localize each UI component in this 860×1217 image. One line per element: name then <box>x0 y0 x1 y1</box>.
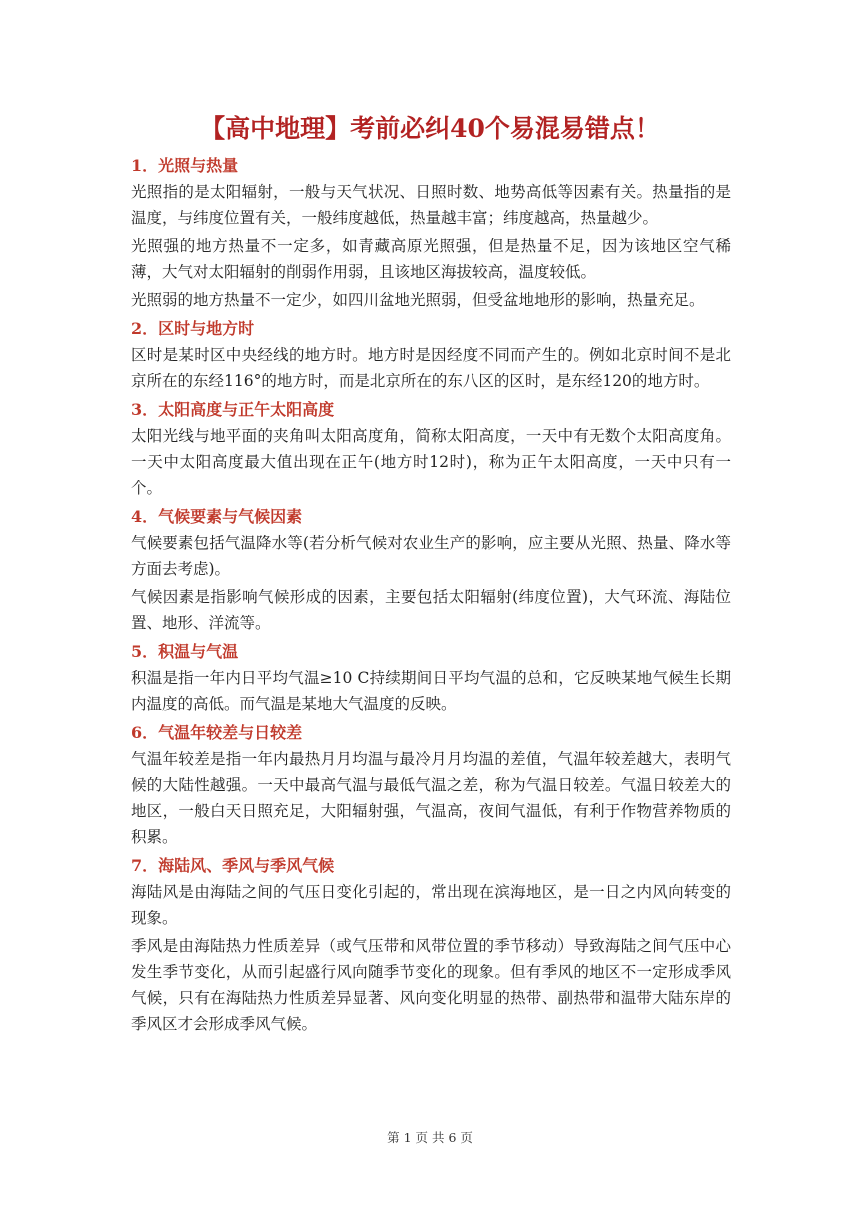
section-heading: 7．海陆风、季风与季风气候 <box>131 856 335 875</box>
paragraph: 积温是指一年内日平均气温≥10 C持续期间日平均气温的总和，它反映某地气候生长期内温度的高低。而气温是某地大气温度的反映。 <box>131 669 731 713</box>
paragraph: 气温年较差是指一年内最热月月均温与最冷月月均温的差值，气温年较差越大，表明气候的大陆性越强。一天中最高气温与最低气温之差，称为气温日较差。气温日较差大的地区，一般白天日照充足，大阳辐射强，气温高，夜间气温低，有利于作物营养物质的积累。 <box>131 750 731 846</box>
document-body <box>131 150 731 1039</box>
section-6 <box>131 720 731 850</box>
document-title: 【高中地理】考前必纠40个易混易错点！ <box>200 114 660 143</box>
paragraph: 季风是由海陆热力性质差异（或气压带和风带位置的季节移动）导致海陆之间气压中心发生季节变化，从而引起盛行风向随季节变化的现象。但有季风的地区不一定形成季风气候，只有在海陆热力性质差异显著、风向变化明显的热带、副热带和温带大陆东岸的季风区才会形成季风气候。 <box>131 937 731 1033</box>
section-heading: 1．光照与热量 <box>131 156 239 175</box>
paragraph: 光照弱的地方热量不一定少，如四川盆地光照弱，但受盆地地形的影响，热量充足。 <box>131 291 705 309</box>
section-heading: 4．气候要素与气候因素 <box>131 507 303 526</box>
page-number: 第 1 页 共 6 页 <box>387 1130 473 1145</box>
section-heading: 6．气温年较差与日较差 <box>131 723 303 742</box>
paragraph: 区时是某时区中央经线的地方时。地方时是因经度不同而产生的。例如北京时间不是北京所在的东经116°的地方时，而是北京所在的东八区的区时，是东经120的地方时。 <box>131 346 731 390</box>
section-4 <box>131 504 731 636</box>
section-heading: 5．积温与气温 <box>131 642 239 661</box>
section-2 <box>131 316 731 394</box>
paragraph: 气候因素是指影响气候形成的因素，主要包括太阳辐射(纬度位置)，大气环流、海陆位置、地形、洋流等。 <box>131 588 731 632</box>
section-3 <box>131 397 731 501</box>
section-1 <box>131 153 731 313</box>
section-heading: 2．区时与地方时 <box>131 319 255 338</box>
paragraph: 海陆风是由海陆之间的气压日变化引起的，常出现在滨海地区，是一日之内风向转变的现象。 <box>131 883 731 927</box>
section-7 <box>131 853 731 1037</box>
paragraph: 太阳光线与地平面的夹角叫太阳高度角，简称太阳高度，一天中有无数个太阳高度角。一天中太阳高度最大值出现在正午(地方时12时)，称为正午太阳高度，一天中只有一个。 <box>131 427 731 497</box>
section-heading: 3．太阳高度与正午太阳高度 <box>131 400 335 419</box>
paragraph: 气候要素包括气温降水等(若分析气候对农业生产的影响，应主要从光照、热量、降水等方面去考虑)。 <box>131 534 731 578</box>
section-5 <box>131 639 731 717</box>
paragraph: 光照指的是太阳辐射，一般与天气状况、日照时数、地势高低等因素有关。热量指的是温度，与纬度位置有关，一般纬度越低，热量越丰富；纬度越高，热量越少。 <box>131 183 731 227</box>
paragraph: 光照强的地方热量不一定多，如青藏高原光照强，但是热量不足，因为该地区空气稀薄，大气对太阳辐射的削弱作用弱，且该地区海拔较高，温度较低。 <box>131 237 731 281</box>
